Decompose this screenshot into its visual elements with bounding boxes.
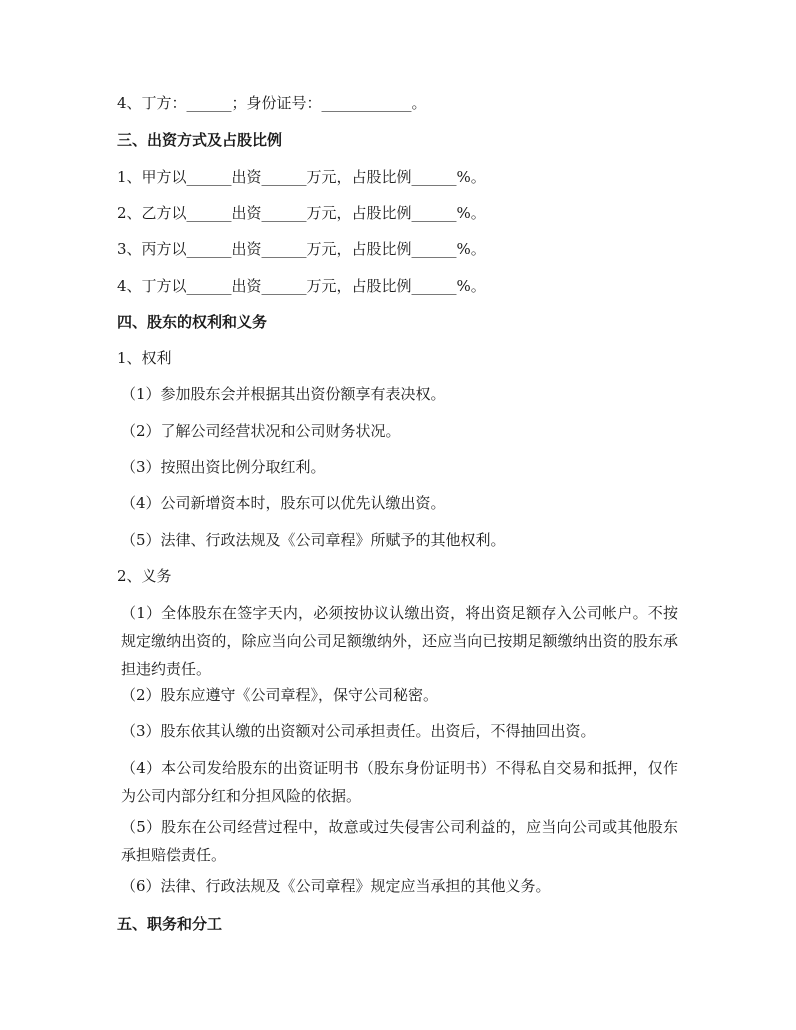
right-item-4: （4）公司新增资本时，股东可以优先认缴出资。 — [121, 494, 446, 512]
contribution-party-d: 4、丁方以______出资______万元，占股比例______%。 — [117, 277, 486, 295]
contribution-party-b: 2、乙方以______出资______万元，占股比例______%。 — [117, 204, 486, 222]
obligation-item-3: （3）股东依其认缴的出资额对公司承担责任。出资后，不得抽回出资。 — [121, 722, 596, 740]
obligation-item-4: （4）本公司发给股东的出资证明书（股东身份证明书）不得私自交易和抵押，仅作为公司内部分红和分担风险的依据。 — [121, 759, 678, 805]
obligation-item-2: （2）股东应遵守《公司章程》，保守公司秘密。 — [121, 686, 439, 704]
right-item-1: （1）参加股东会并根据其出资份额享有表决权。 — [121, 385, 446, 403]
obligation-item-5: （5）股东在公司经营过程中，故意或过失侵害公司利益的，应当向公司或其他股东承担赔偿责任。 — [121, 818, 678, 864]
right-item-2: （2）了解公司经营状况和公司财务状况。 — [121, 422, 401, 440]
section-4-heading: 四、股东的权利和义务 — [117, 313, 268, 331]
contribution-party-c: 3、丙方以______出资______万元，占股比例______%。 — [117, 240, 486, 258]
rights-subheading: 1、权利 — [117, 349, 172, 367]
section-3-heading: 三、出资方式及占股比例 — [117, 131, 283, 149]
contribution-party-a: 1、甲方以______出资______万元，占股比例______%。 — [117, 168, 486, 186]
right-item-5: （5）法律、行政法规及《公司章程》所赋予的其他权利。 — [121, 531, 506, 549]
obligation-item-6: （6）法律、行政法规及《公司章程》规定应当承担的其他义务。 — [121, 877, 551, 895]
obligations-subheading: 2、义务 — [117, 567, 172, 585]
obligation-item-1: （1）全体股东在签字天内，必须按协议认缴出资，将出资足额存入公司帐户。不按规定缴纳出资的，除应当向公司足额缴纳外，还应当向已按期足额缴纳出资的股东承担违约责任。 — [121, 604, 678, 678]
party-d-id-line: 4、丁方：______；身份证号：____________。 — [117, 94, 427, 112]
right-item-3: （3）按照出资比例分取红利。 — [121, 458, 326, 476]
section-5-heading: 五、职务和分工 — [117, 915, 223, 933]
